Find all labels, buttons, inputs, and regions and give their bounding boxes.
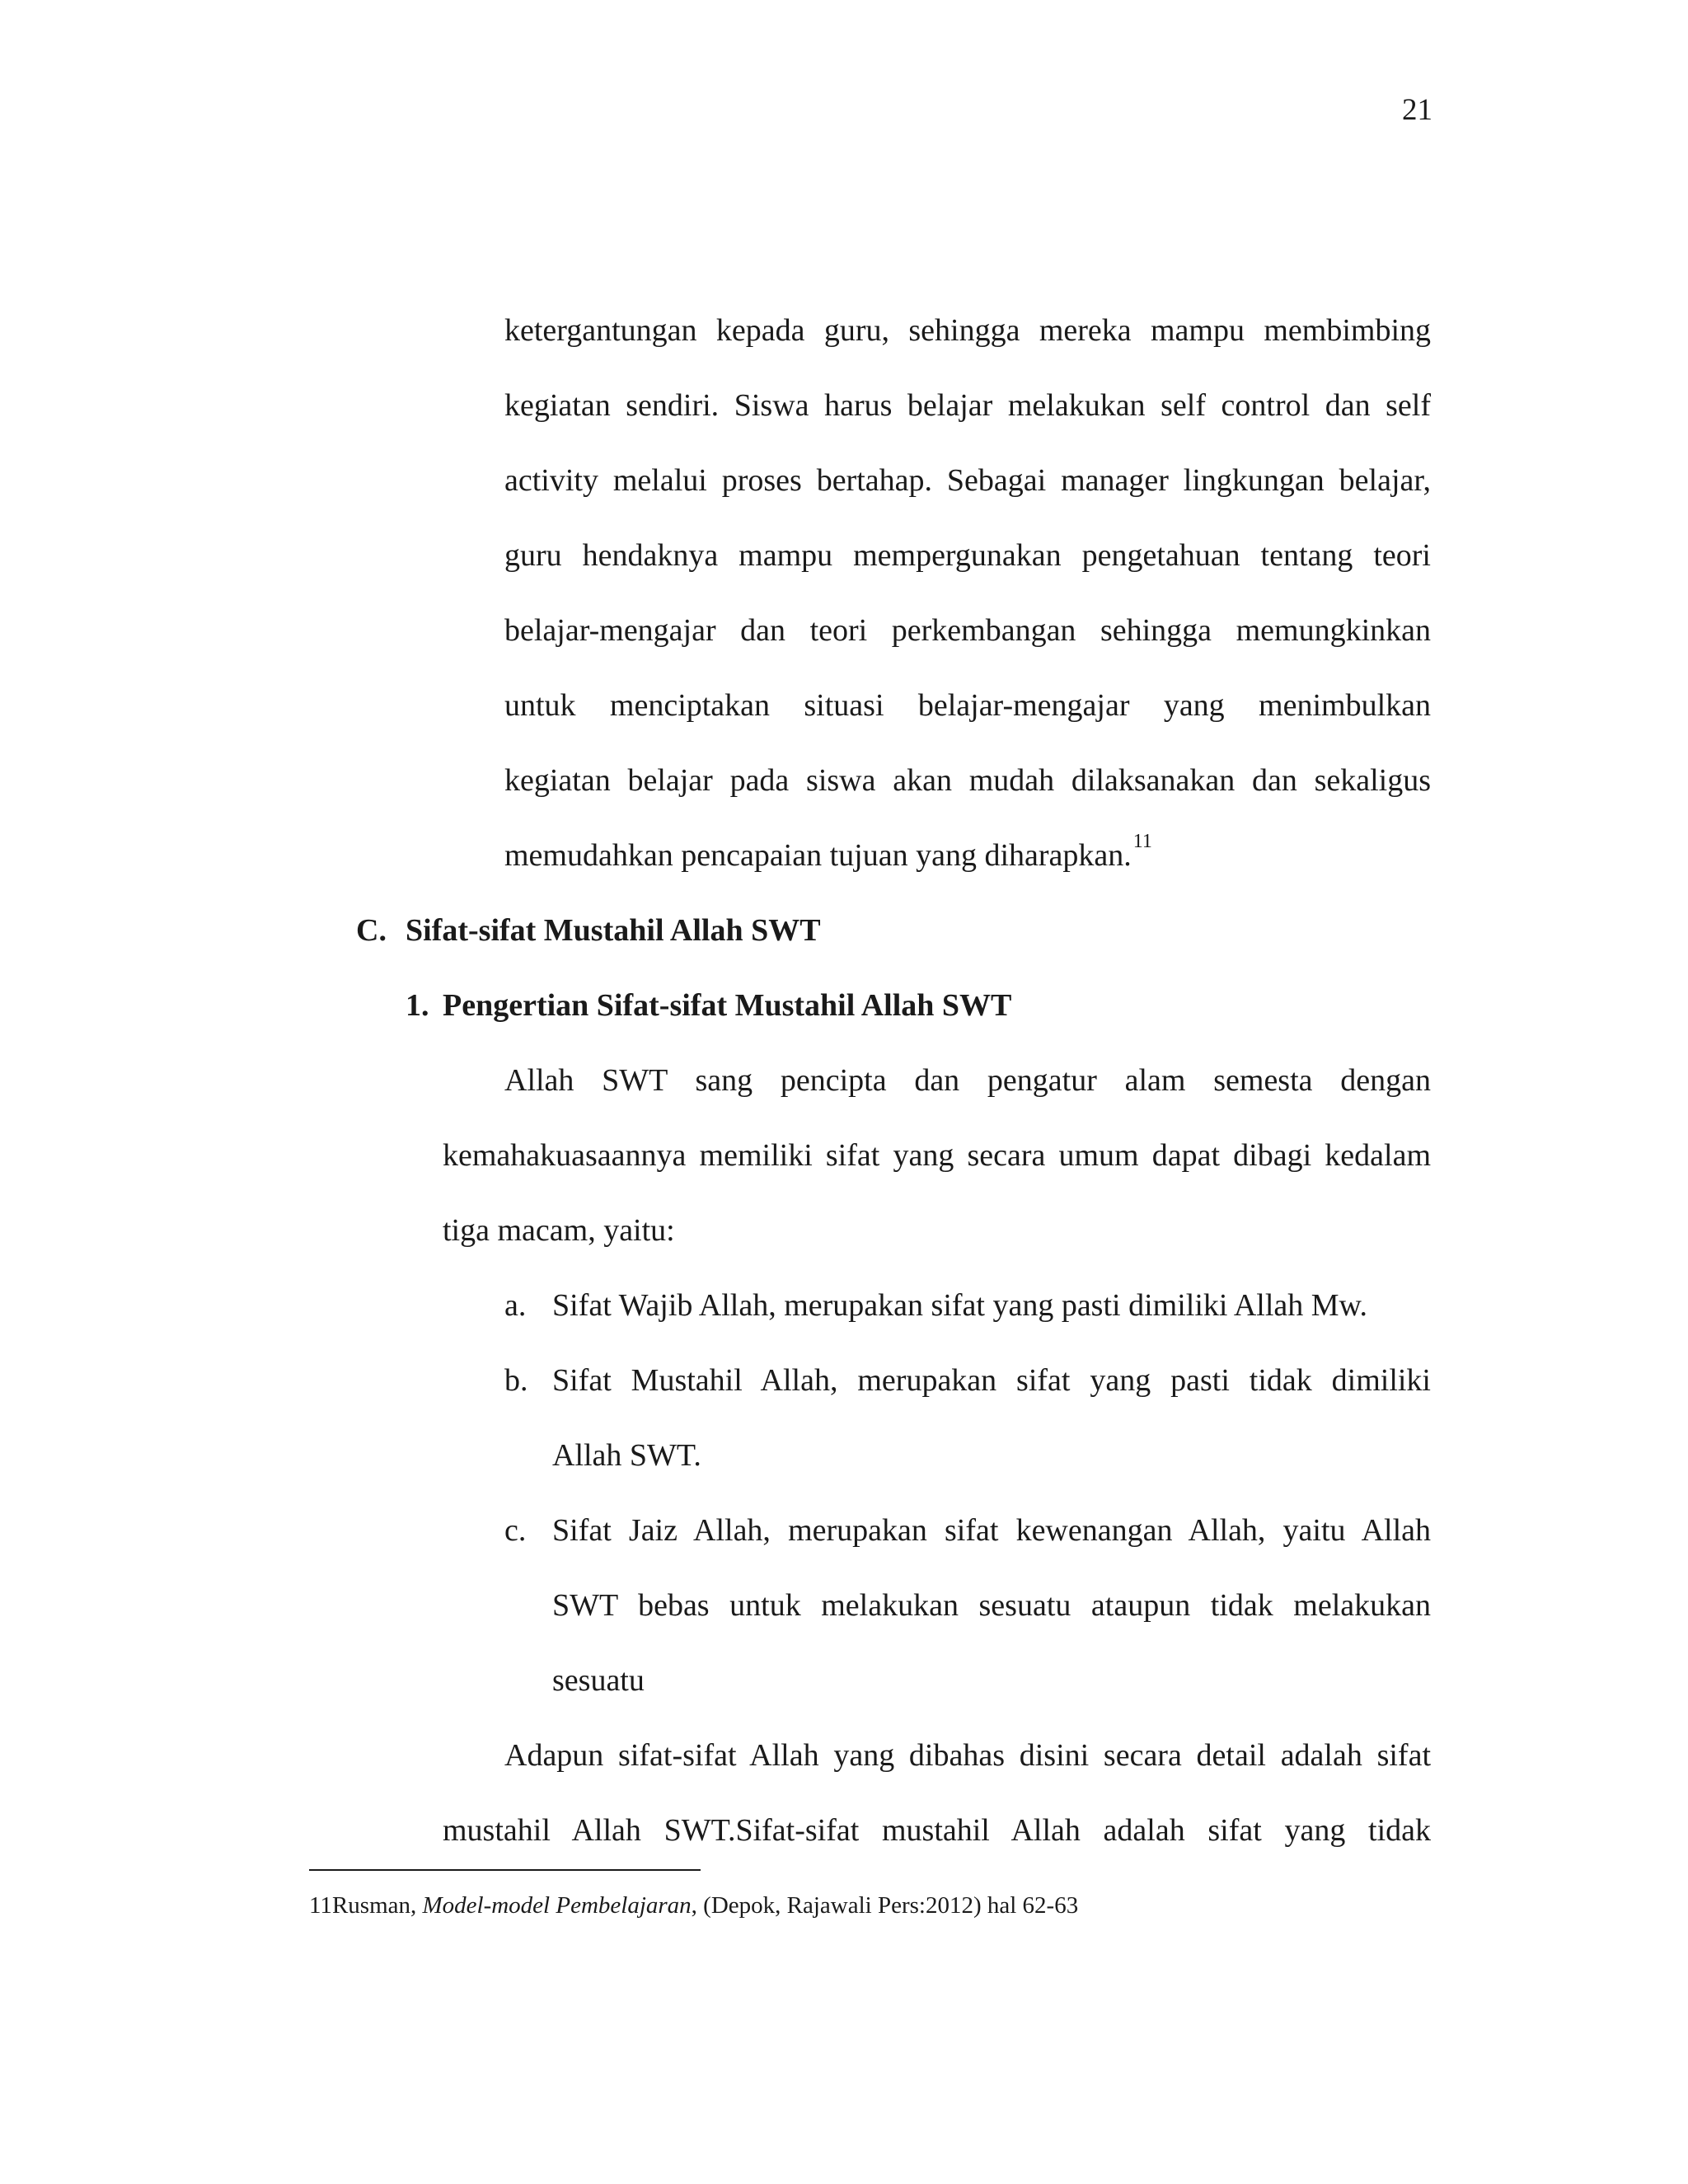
subsection-heading: Pengertian Sifat-sifat Mustahil Allah SWT — [443, 988, 1012, 1023]
footnote-title: Model-model Pembelajaran — [422, 1892, 692, 1919]
paragraph-line: guru hendaknya mampu mempergunakan pengetahuan tentang teori — [504, 538, 1431, 573]
list-item-line: Sifat Wajib Allah, merupakan sifat yang pasti dimiliki Allah Mw. — [552, 1288, 1368, 1323]
footnote — [309, 1894, 1078, 1918]
paragraph-line: kemahakuasaannya memiliki sifat yang secara umum dapat dibagi kedalam — [443, 1138, 1431, 1173]
list-item-line: SWT bebas untuk melakukan sesuatu ataupun tidak melakukan — [552, 1588, 1431, 1623]
footnote-number: 11 — [309, 1892, 332, 1919]
paragraph-line: kegiatan sendiri. Siswa harus belajar melakukan self control dan self — [504, 388, 1431, 423]
paragraph-text: memudahkan pencapaian tujuan yang diharapkan. — [504, 838, 1132, 873]
paragraph-line: ketergantungan kepada guru, sehingga mereka mampu membimbing — [504, 313, 1431, 348]
paragraph-line: Allah SWT sang pencipta dan pengatur alam semesta dengan — [504, 1063, 1431, 1098]
list-item-line: Sifat Mustahil Allah, merupakan sifat yang pasti tidak dimiliki — [552, 1363, 1431, 1398]
footnote-author: Rusman, — [331, 1892, 423, 1919]
paragraph-line: kegiatan belajar pada siswa akan mudah dilaksanakan dan sekaligus — [504, 763, 1431, 798]
section-marker: C. — [356, 913, 387, 948]
list-item-line: sesuatu — [552, 1663, 645, 1698]
footnote-reference[interactable]: 11 — [1132, 831, 1152, 852]
list-marker: c. — [504, 1513, 527, 1548]
list-marker: a. — [504, 1288, 527, 1323]
page-number: 21 — [1402, 93, 1432, 127]
paragraph-line: mustahil Allah SWT.Sifat-sifat mustahil Allah adalah sifat yang tidak — [443, 1813, 1431, 1848]
paragraph-line: activity melalui proses bertahap. Sebagai manager lingkungan belajar, — [504, 463, 1431, 498]
footnote-separator — [309, 1869, 701, 1871]
paragraph-line: belajar-mengajar dan teori perkembangan sehingga memungkinkan — [504, 613, 1431, 648]
paragraph-line: tiga macam, yaitu: — [443, 1213, 675, 1248]
list-marker: b. — [504, 1363, 528, 1398]
paragraph-line: Adapun sifat-sifat Allah yang dibahas disini secara detail adalah sifat — [504, 1738, 1431, 1773]
paragraph-line: untuk menciptakan situasi belajar-mengajar yang menimbulkan — [504, 688, 1431, 723]
paragraph-line — [504, 831, 1431, 873]
list-item-line: Sifat Jaiz Allah, merupakan sifat kewenangan Allah, yaitu Allah — [552, 1513, 1431, 1548]
section-heading: Sifat-sifat Mustahil Allah SWT — [406, 913, 821, 948]
footnote-details: , (Depok, Rajawali Pers:2012) hal 62-63 — [691, 1892, 1079, 1919]
subsection-marker: 1. — [406, 988, 429, 1023]
list-item-line: Allah SWT. — [552, 1438, 701, 1473]
